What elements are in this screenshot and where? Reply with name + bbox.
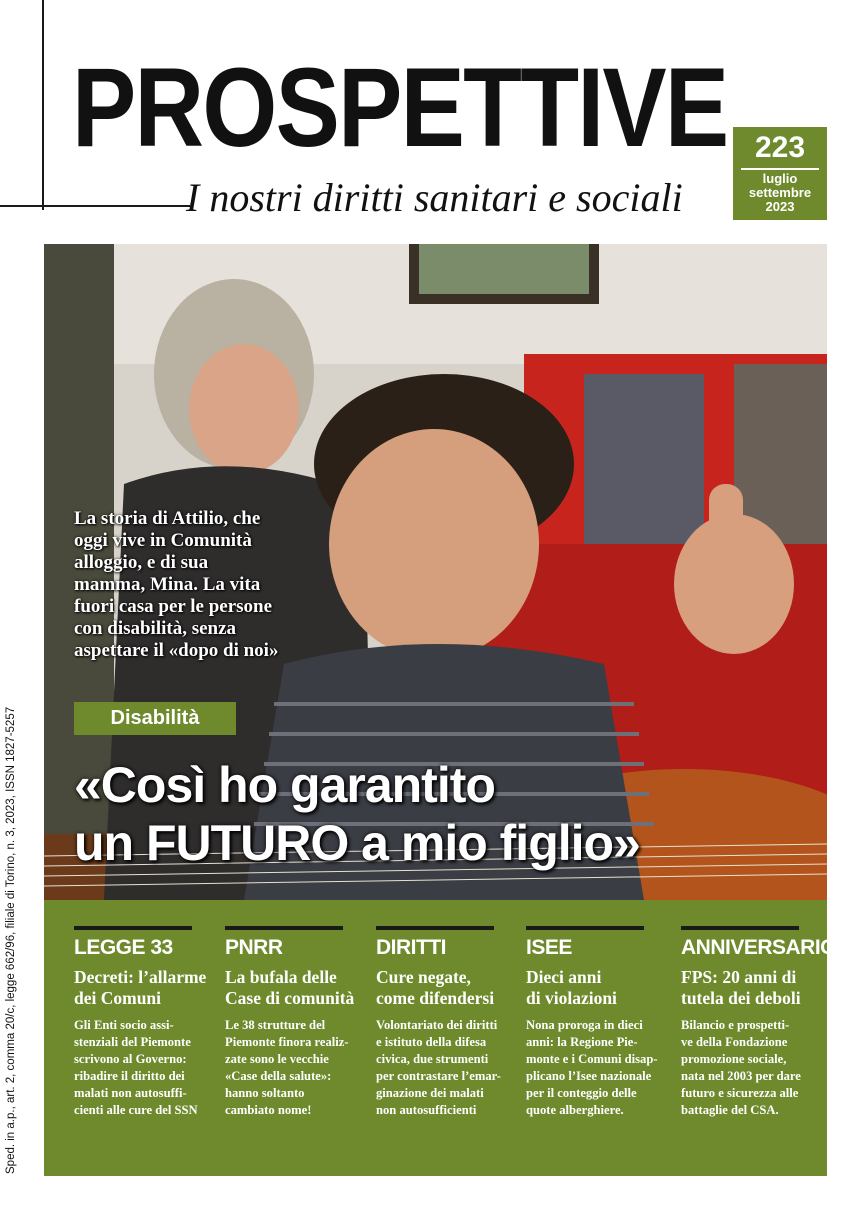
- teaser-text-line: Piemonte finora realiz-: [225, 1035, 349, 1049]
- teaser-text: [225, 1017, 353, 1119]
- teaser-text-line: promozione sociale,: [681, 1052, 787, 1066]
- teaser-text-line: Nona proroga in dieci: [526, 1018, 643, 1032]
- teaser-text-line: futuro e sicurezza alle: [681, 1086, 799, 1100]
- teaser-text-line: zate sono le vecchie: [225, 1052, 329, 1066]
- cover-headline: [74, 756, 814, 872]
- teaser-title-line: La bufala delle: [225, 967, 337, 987]
- teaser-text-line: cambiato nome!: [225, 1103, 312, 1117]
- teaser-title: [681, 967, 809, 1009]
- issue-badge: [733, 127, 827, 220]
- issue-month-2: settembre: [748, 185, 812, 200]
- teaser-text-line: ginazione dei malati: [376, 1086, 484, 1100]
- teaser-title-line: Case di comunità: [225, 988, 355, 1008]
- teaser-text-line: Gli Enti socio assi-: [74, 1018, 174, 1032]
- masthead-title: PROSPETTIVE: [72, 45, 728, 170]
- teaser-title: [74, 967, 207, 1009]
- teaser-text-line: battaglie del CSA.: [681, 1103, 779, 1117]
- postal-note: Sped. in a.p., art. 2, comma 20/c, legge 662/96, filiale di Torino, n. 3, 2023, ISSN 1827-5257: [5, 706, 17, 1174]
- teaser-text-line: per il conteggio delle: [526, 1086, 637, 1100]
- teaser-text-line: plicano l’Isee nazionale: [526, 1069, 652, 1083]
- teaser-text-line: anni: la Regione Pie-: [526, 1035, 638, 1049]
- lede-line: aspettare il «dopo di noi»: [74, 640, 279, 661]
- cover-lede: [74, 508, 344, 662]
- teaser-category: PNRR: [225, 936, 283, 959]
- teaser-text: [74, 1017, 202, 1119]
- teaser-text-line: scrivono al Governo:: [74, 1052, 187, 1066]
- teaser-title-line: come difendersi: [376, 988, 495, 1008]
- teaser-title: [526, 967, 654, 1009]
- teaser-column-isee[interactable]: [526, 926, 658, 1119]
- issue-number: 223: [754, 131, 806, 164]
- teaser-text-line: malati non autosuffi-: [74, 1086, 187, 1100]
- teaser-rule: [681, 926, 799, 930]
- lede-line: con disabilità, senza: [74, 618, 237, 639]
- teaser-text-line: monte e i Comuni disap-: [526, 1052, 658, 1066]
- teaser-category: ANNIVERSARIO: [681, 936, 837, 959]
- teaser-text: [376, 1017, 504, 1119]
- teaser-rule: [526, 926, 644, 930]
- teaser-text-line: per contrastare l’emar-: [376, 1069, 501, 1083]
- teaser-title-line: tutela dei deboli: [681, 988, 801, 1008]
- teaser-text-line: civica, due strumenti: [376, 1052, 489, 1066]
- masthead-tagline: I nostri diritti sanitari e sociali: [186, 175, 683, 220]
- teaser-text-line: cienti alle cure del SSN: [74, 1103, 198, 1117]
- lede-line: oggi vive in Comunità: [74, 530, 252, 551]
- teaser-text-line: Le 38 strutture del: [225, 1018, 326, 1032]
- teaser-title-line: dei Comuni: [74, 988, 162, 1008]
- issue-year: 2023: [765, 199, 795, 214]
- teaser-column-pnrr[interactable]: [225, 926, 353, 1119]
- teaser-title-line: FPS: 20 anni di: [681, 967, 797, 987]
- teaser-title: [225, 967, 353, 1009]
- teaser-text-line: ve della Fondazione: [681, 1035, 788, 1049]
- teaser-text-line: quote alberghiere.: [526, 1103, 624, 1117]
- teaser-rule: [74, 926, 192, 930]
- lede-line: mamma, Mina. La vita: [74, 574, 261, 595]
- issue-month-1: luglio: [762, 171, 798, 186]
- teaser-text-line: e istituto della difesa: [376, 1035, 487, 1049]
- teaser-rule: [225, 926, 343, 930]
- teaser-text: [681, 1017, 809, 1119]
- teaser-text-line: stenziali del Piemonte: [74, 1035, 191, 1049]
- headline-line-2: un FUTURO a mio figlio»: [74, 815, 640, 871]
- teaser-text-line: Volontariato dei diritti: [376, 1018, 498, 1032]
- lede-line: La storia di Attilio, che: [74, 508, 261, 529]
- teaser-title-line: Dieci anni: [526, 967, 602, 987]
- teaser-text-line: hanno soltanto: [225, 1086, 305, 1100]
- teaser-title-line: Cure negate,: [376, 967, 471, 987]
- teaser-text-line: ribadire il diritto dei: [74, 1069, 185, 1083]
- masthead-horizontal-rule: [0, 205, 190, 207]
- teaser-category: ISEE: [526, 936, 572, 959]
- teaser-column-legge33[interactable]: [74, 926, 207, 1119]
- teaser-column-diritti[interactable]: [376, 926, 504, 1119]
- section-label: Disabilità: [74, 702, 236, 735]
- lede-line: alloggio, e di sua: [74, 552, 209, 573]
- headline-line-1: «Così ho garantito: [74, 757, 495, 813]
- teaser-category: LEGGE 33: [74, 936, 173, 959]
- masthead-vertical-rule: [42, 0, 44, 210]
- teaser-title-line: Decreti: l’allarme: [74, 967, 207, 987]
- teaser-title-line: di violazioni: [526, 988, 617, 1008]
- teaser-rule: [376, 926, 494, 930]
- issue-divider: [741, 168, 819, 170]
- teaser-title: [376, 967, 504, 1009]
- teaser-text-line: Bilancio e prospetti-: [681, 1018, 790, 1032]
- teaser-text-line: «Case della salute»:: [225, 1069, 332, 1083]
- lede-line: fuori casa per le persone: [74, 596, 273, 617]
- teaser-text-line: nata nel 2003 per dare: [681, 1069, 801, 1083]
- teaser-text: [526, 1017, 658, 1119]
- teaser-column-anniversario[interactable]: [681, 926, 837, 1119]
- teaser-category: DIRITTI: [376, 936, 446, 959]
- teaser-text-line: non autosufficienti: [376, 1103, 477, 1117]
